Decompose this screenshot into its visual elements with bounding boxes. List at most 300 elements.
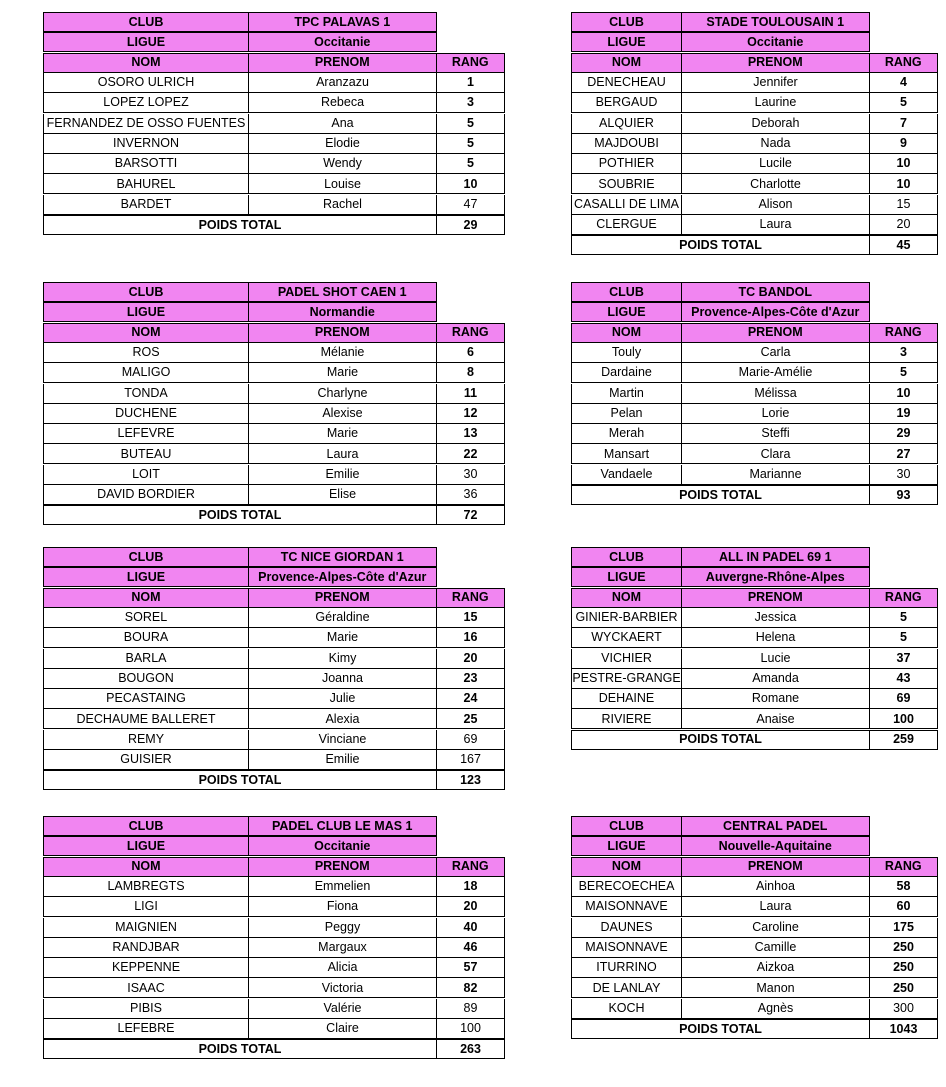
ligue-label: LIGUE	[43, 836, 249, 856]
player-nom: KOCH	[571, 999, 682, 1019]
player-nom: VICHIER	[571, 649, 682, 669]
table-row	[571, 93, 938, 113]
player-nom: Mansart	[571, 444, 682, 464]
player-nom: Dardaine	[571, 363, 682, 383]
player-nom: LOIT	[43, 465, 249, 485]
player-prenom: Deborah	[682, 114, 870, 134]
club-name: CENTRAL PADEL	[681, 816, 871, 836]
player-nom: OSORO ULRICH	[43, 73, 249, 93]
player-nom: BUTEAU	[43, 444, 249, 464]
column-header-nom: NOM	[571, 323, 682, 343]
club-name: STADE TOULOUSAIN 1	[681, 12, 871, 32]
table-row	[571, 485, 938, 505]
table-row	[571, 730, 938, 750]
player-prenom: Margaux	[249, 938, 437, 958]
table-row	[43, 547, 505, 567]
player-nom: MAJDOUBI	[571, 134, 682, 154]
poids-total-label: POIDS TOTAL	[43, 1039, 437, 1059]
table-row	[571, 857, 938, 877]
column-header-prenom: PRENOM	[681, 857, 871, 877]
player-rang: 167	[437, 750, 505, 770]
poids-total-value: 29	[437, 215, 505, 235]
player-prenom: Agnès	[682, 999, 870, 1019]
table-row	[43, 567, 505, 587]
player-rang: 16	[437, 628, 505, 648]
table-row	[43, 302, 505, 322]
table-row	[43, 195, 505, 215]
player-rang: 10	[870, 174, 938, 194]
table-row	[571, 404, 938, 424]
table-row	[43, 363, 505, 383]
table-row	[43, 444, 505, 464]
player-nom: Vandaele	[571, 465, 682, 485]
player-prenom: Ainhoa	[682, 877, 870, 897]
club-name: ALL IN PADEL 69 1	[681, 547, 871, 567]
poids-total-value: 45	[870, 235, 938, 255]
player-rang: 60	[870, 897, 938, 917]
player-rang: 19	[870, 404, 938, 424]
player-rang: 6	[437, 343, 505, 363]
club-label: CLUB	[43, 12, 249, 32]
player-prenom: Jennifer	[682, 73, 870, 93]
player-rang: 5	[437, 134, 505, 154]
table-row	[571, 323, 938, 343]
table-row	[571, 567, 938, 587]
column-header-rang: RANG	[436, 588, 506, 608]
player-prenom: Charlotte	[682, 174, 870, 194]
table-row	[571, 608, 938, 628]
player-nom: BARSOTTI	[43, 154, 249, 174]
table-row	[571, 547, 938, 567]
club-name: TC BANDOL	[681, 282, 871, 302]
ligue-label: LIGUE	[571, 567, 682, 587]
player-nom: DENECHEAU	[571, 73, 682, 93]
player-prenom: Caroline	[682, 918, 870, 938]
player-rang: 12	[437, 404, 505, 424]
table-row	[43, 730, 505, 750]
player-nom: GUISIER	[43, 750, 249, 770]
poids-total-value: 93	[870, 485, 938, 505]
player-rang: 30	[437, 465, 505, 485]
player-rang: 9	[870, 134, 938, 154]
player-nom: DE LANLAY	[571, 978, 682, 998]
table-row	[43, 978, 505, 998]
player-nom: LIGI	[43, 897, 249, 917]
table-row	[43, 215, 505, 235]
player-nom: BERGAUD	[571, 93, 682, 113]
club-label: CLUB	[571, 282, 682, 302]
table-row	[43, 897, 505, 917]
table-row	[43, 12, 505, 32]
player-prenom: Carla	[682, 343, 870, 363]
table-row	[43, 649, 505, 669]
poids-total-label: POIDS TOTAL	[571, 730, 870, 750]
player-prenom: Laura	[682, 897, 870, 917]
player-nom: GINIER-BARBIER	[571, 608, 682, 628]
player-prenom: Steffi	[682, 424, 870, 444]
poids-total-value: 123	[437, 770, 505, 790]
ligue-name: Provence-Alpes-Côte d'Azur	[681, 302, 871, 322]
player-rang: 3	[437, 93, 505, 113]
player-nom: DEHAINE	[571, 689, 682, 709]
poids-total-label: POIDS TOTAL	[571, 1019, 870, 1039]
table-row	[43, 323, 505, 343]
club-name: TC NICE GIORDAN 1	[248, 547, 438, 567]
table-row	[43, 73, 505, 93]
column-header-prenom: PRENOM	[681, 588, 871, 608]
player-prenom: Rachel	[249, 195, 437, 215]
column-header-rang: RANG	[436, 323, 506, 343]
player-rang: 10	[870, 384, 938, 404]
player-prenom: Vinciane	[249, 730, 437, 750]
player-rang: 69	[437, 730, 505, 750]
player-prenom: Laurine	[682, 93, 870, 113]
player-rang: 57	[437, 958, 505, 978]
table-row	[43, 816, 505, 836]
table-row	[571, 282, 938, 302]
table-row	[571, 958, 938, 978]
player-nom: DECHAUME BALLERET	[43, 709, 249, 729]
table-row	[571, 669, 938, 689]
table-row	[43, 32, 505, 52]
table-row	[571, 877, 938, 897]
player-rang: 13	[437, 424, 505, 444]
player-rang: 18	[437, 877, 505, 897]
ligue-label: LIGUE	[43, 567, 249, 587]
table-row	[43, 588, 505, 608]
player-nom: SOREL	[43, 608, 249, 628]
player-rang: 100	[870, 709, 938, 729]
column-header-prenom: PRENOM	[248, 588, 438, 608]
player-nom: ISAAC	[43, 978, 249, 998]
table-row	[571, 195, 938, 215]
player-nom: ALQUIER	[571, 114, 682, 134]
player-nom: MAIGNIEN	[43, 918, 249, 938]
table-row	[571, 235, 938, 255]
table-row	[43, 918, 505, 938]
table-row	[43, 505, 505, 525]
poids-total-label: POIDS TOTAL	[43, 770, 437, 790]
table-row	[571, 444, 938, 464]
table-row	[43, 154, 505, 174]
column-header-nom: NOM	[43, 857, 249, 877]
table-row	[43, 424, 505, 444]
player-rang: 15	[870, 195, 938, 215]
column-header-prenom: PRENOM	[681, 53, 871, 73]
table-row	[571, 836, 938, 856]
player-nom: LOPEZ LOPEZ	[43, 93, 249, 113]
player-prenom: Marie-Amélie	[682, 363, 870, 383]
player-rang: 4	[870, 73, 938, 93]
table-row	[571, 689, 938, 709]
table-row	[43, 877, 505, 897]
table-row	[43, 1019, 505, 1039]
table-row	[571, 343, 938, 363]
player-rang: 300	[870, 999, 938, 1019]
table-row	[571, 154, 938, 174]
player-rang: 3	[870, 343, 938, 363]
table-row	[43, 282, 505, 302]
player-rang: 250	[870, 958, 938, 978]
player-nom: ROS	[43, 343, 249, 363]
player-nom: POTHIER	[571, 154, 682, 174]
column-header-rang: RANG	[436, 53, 506, 73]
player-rang: 250	[870, 938, 938, 958]
player-prenom: Aizkoa	[682, 958, 870, 978]
player-prenom: Nada	[682, 134, 870, 154]
player-nom: MALIGO	[43, 363, 249, 383]
player-prenom: Lorie	[682, 404, 870, 424]
table-row	[43, 958, 505, 978]
player-nom: DUCHENE	[43, 404, 249, 424]
player-prenom: Marie	[249, 424, 437, 444]
player-nom: BOURA	[43, 628, 249, 648]
player-rang: 10	[870, 154, 938, 174]
player-nom: RIVIERE	[571, 709, 682, 729]
player-rang: 23	[437, 669, 505, 689]
player-prenom: Emmelien	[249, 877, 437, 897]
player-prenom: Peggy	[249, 918, 437, 938]
table-row	[571, 709, 938, 729]
table-row	[571, 816, 938, 836]
player-nom: MAISONNAVE	[571, 938, 682, 958]
column-header-prenom: PRENOM	[248, 857, 438, 877]
player-rang: 5	[437, 114, 505, 134]
player-prenom: Emilie	[249, 750, 437, 770]
table-row	[571, 12, 938, 32]
ligue-name: Auvergne-Rhône-Alpes	[681, 567, 871, 587]
player-prenom: Charlyne	[249, 384, 437, 404]
ligue-label: LIGUE	[571, 32, 682, 52]
table-row	[571, 649, 938, 669]
player-prenom: Rebeca	[249, 93, 437, 113]
poids-total-label: POIDS TOTAL	[571, 235, 870, 255]
column-header-nom: NOM	[43, 53, 249, 73]
ligue-name: Occitanie	[248, 32, 438, 52]
player-rang: 36	[437, 485, 505, 505]
player-prenom: Jessica	[682, 608, 870, 628]
table-row	[43, 53, 505, 73]
table-row	[571, 465, 938, 485]
player-prenom: Helena	[682, 628, 870, 648]
player-prenom: Lucile	[682, 154, 870, 174]
table-row	[43, 938, 505, 958]
player-nom: LEFEVRE	[43, 424, 249, 444]
player-prenom: Mélissa	[682, 384, 870, 404]
player-nom: FERNANDEZ DE OSSO FUENTES	[43, 114, 249, 134]
table-row	[571, 134, 938, 154]
table-row	[571, 114, 938, 134]
table-row	[571, 978, 938, 998]
player-rang: 250	[870, 978, 938, 998]
table-row	[43, 770, 505, 790]
player-rang: 5	[870, 363, 938, 383]
club-label: CLUB	[571, 12, 682, 32]
table-row	[571, 938, 938, 958]
poids-total-label: POIDS TOTAL	[43, 215, 437, 235]
player-prenom: Valérie	[249, 999, 437, 1019]
table-row	[571, 384, 938, 404]
poids-total-value: 263	[437, 1039, 505, 1059]
player-prenom: Laura	[682, 215, 870, 235]
player-rang: 5	[870, 608, 938, 628]
player-rang: 20	[437, 649, 505, 669]
player-prenom: Marie	[249, 363, 437, 383]
player-rang: 30	[870, 465, 938, 485]
column-header-nom: NOM	[43, 323, 249, 343]
ligue-label: LIGUE	[571, 836, 682, 856]
player-prenom: Ana	[249, 114, 437, 134]
player-nom: WYCKAERT	[571, 628, 682, 648]
player-rang: 69	[870, 689, 938, 709]
column-header-prenom: PRENOM	[248, 53, 438, 73]
player-rang: 8	[437, 363, 505, 383]
table-row	[571, 999, 938, 1019]
player-prenom: Marianne	[682, 465, 870, 485]
table-row	[571, 53, 938, 73]
player-nom: MAISONNAVE	[571, 897, 682, 917]
column-header-nom: NOM	[571, 588, 682, 608]
player-prenom: Claire	[249, 1019, 437, 1039]
player-rang: 27	[870, 444, 938, 464]
player-rang: 5	[870, 628, 938, 648]
ligue-name: Provence-Alpes-Côte d'Azur	[248, 567, 438, 587]
table-row	[43, 343, 505, 363]
column-header-prenom: PRENOM	[248, 323, 438, 343]
player-prenom: Kimy	[249, 649, 437, 669]
player-rang: 5	[870, 93, 938, 113]
table-row	[43, 857, 505, 877]
player-prenom: Wendy	[249, 154, 437, 174]
player-rang: 11	[437, 384, 505, 404]
player-nom: PECASTAING	[43, 689, 249, 709]
table-row	[571, 424, 938, 444]
club-label: CLUB	[43, 282, 249, 302]
table-row	[43, 174, 505, 194]
column-header-nom: NOM	[43, 588, 249, 608]
table-row	[43, 836, 505, 856]
table-row	[43, 689, 505, 709]
player-nom: Martin	[571, 384, 682, 404]
column-header-rang: RANG	[436, 857, 506, 877]
player-nom: BOUGON	[43, 669, 249, 689]
player-nom: LEFEBRE	[43, 1019, 249, 1039]
club-name: PADEL CLUB LE MAS 1	[248, 816, 438, 836]
player-prenom: Fiona	[249, 897, 437, 917]
player-prenom: Joanna	[249, 669, 437, 689]
player-nom: INVERNON	[43, 134, 249, 154]
player-rang: 175	[870, 918, 938, 938]
table-row	[43, 628, 505, 648]
table-row	[43, 465, 505, 485]
player-rang: 43	[870, 669, 938, 689]
player-nom: Touly	[571, 343, 682, 363]
player-rang: 89	[437, 999, 505, 1019]
table-row	[43, 669, 505, 689]
player-nom: SOUBRIE	[571, 174, 682, 194]
table-row	[571, 32, 938, 52]
column-header-prenom: PRENOM	[681, 323, 871, 343]
player-prenom: Elise	[249, 485, 437, 505]
table-row	[571, 215, 938, 235]
column-header-rang: RANG	[869, 53, 939, 73]
player-prenom: Aranzazu	[249, 73, 437, 93]
table-row	[43, 134, 505, 154]
table-row	[43, 93, 505, 113]
player-nom: KEPPENNE	[43, 958, 249, 978]
player-prenom: Alexise	[249, 404, 437, 424]
player-prenom: Alexia	[249, 709, 437, 729]
poids-total-value: 72	[437, 505, 505, 525]
table-row	[43, 114, 505, 134]
ligue-label: LIGUE	[571, 302, 682, 322]
player-prenom: Alicia	[249, 958, 437, 978]
column-header-rang: RANG	[869, 857, 939, 877]
player-prenom: Louise	[249, 174, 437, 194]
player-rang: 25	[437, 709, 505, 729]
column-header-nom: NOM	[571, 53, 682, 73]
player-prenom: Manon	[682, 978, 870, 998]
table-row	[43, 999, 505, 1019]
table-row	[571, 174, 938, 194]
column-header-rang: RANG	[869, 588, 939, 608]
table-row	[571, 73, 938, 93]
player-nom: BERECOECHEA	[571, 877, 682, 897]
ligue-label: LIGUE	[43, 302, 249, 322]
player-rang: 82	[437, 978, 505, 998]
player-rang: 1	[437, 73, 505, 93]
table-row	[43, 608, 505, 628]
column-header-rang: RANG	[869, 323, 939, 343]
player-nom: PESTRE-GRANGE	[571, 669, 682, 689]
poids-total-value: 259	[870, 730, 938, 750]
table-row	[571, 1019, 938, 1039]
club-label: CLUB	[43, 816, 249, 836]
player-rang: 29	[870, 424, 938, 444]
player-rang: 20	[437, 897, 505, 917]
table-row	[43, 709, 505, 729]
player-prenom: Emilie	[249, 465, 437, 485]
table-row	[571, 302, 938, 322]
player-nom: BARLA	[43, 649, 249, 669]
player-rang: 22	[437, 444, 505, 464]
player-prenom: Romane	[682, 689, 870, 709]
table-row	[571, 897, 938, 917]
ligue-name: Nouvelle-Aquitaine	[681, 836, 871, 856]
player-nom: ITURRINO	[571, 958, 682, 978]
player-prenom: Julie	[249, 689, 437, 709]
player-nom: LAMBREGTS	[43, 877, 249, 897]
player-prenom: Camille	[682, 938, 870, 958]
table-row	[43, 404, 505, 424]
player-nom: DAVID BORDIER	[43, 485, 249, 505]
player-nom: Pelan	[571, 404, 682, 424]
player-prenom: Alison	[682, 195, 870, 215]
table-row	[571, 628, 938, 648]
table-row	[571, 918, 938, 938]
ligue-name: Occitanie	[248, 836, 438, 856]
club-name: TPC PALAVAS 1	[248, 12, 438, 32]
player-nom: DAUNES	[571, 918, 682, 938]
ligue-label: LIGUE	[43, 32, 249, 52]
ligue-name: Occitanie	[681, 32, 871, 52]
player-nom: BAHUREL	[43, 174, 249, 194]
poids-total-label: POIDS TOTAL	[43, 505, 437, 525]
column-header-nom: NOM	[571, 857, 682, 877]
player-prenom: Elodie	[249, 134, 437, 154]
player-rang: 40	[437, 918, 505, 938]
player-nom: TONDA	[43, 384, 249, 404]
